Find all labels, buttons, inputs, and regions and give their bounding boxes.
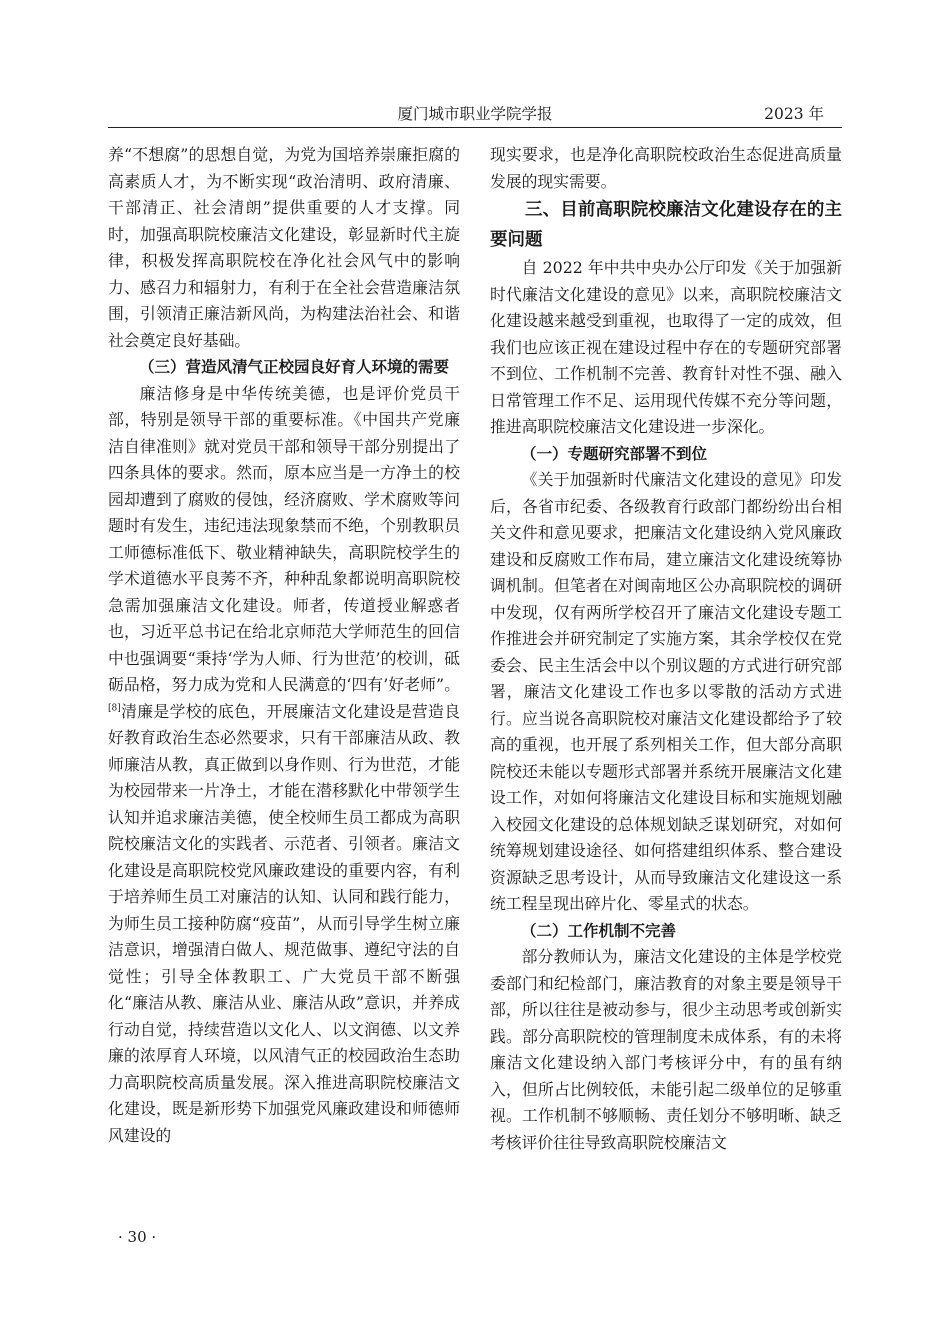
paragraph-text: 廉洁修身是中华传统美德，也是评价党员干部，特别是领导干部的重要标准。《中国共产党廉洁自律准则》就对党员干部和领导干部分别提出了四条具体的要求。然而，原本应当是一方净土的校园却遭到了腐败的侵蚀，经济腐败、学术腐败等问题时有发生，违纪违法现象禁而不绝，个别教职员工师德标准低下、敬业精神缺失，高职院校学生的学术道德水平良莠不齐，种种乱象都说明高职院校急需加强廉洁文化建设。师者，传道授业解惑者也，习近平总书记在给北京师范大学师范生的回信中也强调要“秉持‘学为人师、行为世范’的校训，砥砺品格，努力成为党和人民满意的‘四有’好老师”。 (108, 383, 460, 694)
left-column (108, 142, 460, 1149)
section-heading: 三、目前高职院校廉洁文化建设存在的主要问题 (490, 200, 842, 250)
paragraph: 《关于加强新时代廉洁文化建设的意见》印发后，各省市纪委、各级教育行政部门都纷纷出台相关文件和意见要求，把廉洁文化建设纳入党风廉政建设和反腐败工作布局，建立廉洁文化建设统筹协调机制。但笔者在对闽南地区公办高职院校的调研中发现，仅有两所学校召开了廉洁文化建设专题工作推进会并研究制定了实施方案，其余学校仅在党委会、民主生活会中以个别议题的方式进行研究部署，廉洁文化建设工作也多以零散的活动方式进行。应当说各高职院校对廉洁文化建设都给予了较高的重视，也开展了系列相关工作，但大部分高职院校还未能以专题形式部署并系统开展廉洁文化建设工作，对如何将廉洁文化建设目标和实施规划融入校园文化建设的总体规划缺乏谋划研究，对如何统筹规划建设途径、如何搭建组织体系、整合建设资源缺乏思考设计，从而导致廉洁文化建设这一系统工程呈现出碎片化、零星式的状态。 (490, 470, 842, 913)
header-rule (108, 127, 842, 128)
subsection-heading-2: （二）工作机制不完善 (521, 921, 677, 940)
right-column (490, 142, 842, 1156)
paragraph: 自 2022 年中共中央办公厅印发《关于加强新时代廉洁文化建设的意见》以来，高职院校廉洁文化建设越来越受到重视，也取得了一定的成效，但我们也应该正视在建设过程中存在的专题研究部署不到位、工作机制不完善、教育针对性不强、融入日常管理工作不足、运用现代传媒不充分等问题，推进高职院校廉洁文化建设进一步深化。 (490, 258, 842, 436)
paragraph: 养“不想腐”的思想自觉，为党为国培养崇廉拒腐的高素质人才，为不断实现“政治清明、政府清廉、干部清正、社会清朗”提供重要的人才支撑。同时，加强高职院校廉洁文化建设，彰显新时代主旋律，积极发挥高职院校在净化社会风气中的影响力、感召力和辐射力，有利于在全社会营造廉洁氛围，引领清正廉洁新风尚，为构建法治社会、和谐社会奠定良好基础。 (108, 145, 460, 350)
page-number: · 30 · (118, 1228, 157, 1246)
issue-year: 2023 年 (764, 105, 824, 123)
running-header (108, 102, 842, 126)
paragraph (108, 381, 460, 1150)
paragraph: 现实要求，也是净化高职院校政治生态促进高质量发展的现实需要。 (490, 145, 842, 191)
journal-title: 厦门城市职业学院学报 (397, 105, 553, 123)
paragraph-text: 清廉是学校的底色，开展廉洁文化建设是营造良好教育政治生态必然要求，只有干部廉洁从政、教师廉洁从教，真正做到以身作则、行为世范，才能为校园带来一片净土，才能在潜移默化中带领学生认知并追求廉洁美德，使全校师生员工都成为高职院校廉洁文化的实践者、示范者、引领者。廉洁文化建设是高职院校党风廉政建设的重要内容，有利于培养师生员工对廉洁的认知、认同和践行能力，为师生员工接种防腐“疫苗”，从而引导学生树立廉洁意识，增强清白做人、规范做事、遵纪守法的自觉性；引导全体教职工、广大党员干部不断强化“廉洁从教、廉洁从业、廉洁从政”意识，并养成行动自觉，持续营造以文化人、以文润德、以文养廉的浓厚育人环境，以风清气正的校园政治生态助力高职院校高质量发展。深入推进高职院校廉洁文化建设，既是新形势下加强党风廉政建设和师德师风建设的 (108, 701, 460, 1145)
paragraph: 部分教师认为，廉洁文化建设的主体是学校党委部门和纪检部门，廉洁教育的对象主要是领导干部，所以往往是被动参与，很少主动思考或创新实践。部分高职院校的管理制度未成体系，有的未将廉洁文化建设纳入部门考核评分中，有的虽有纳入，但所占比例较低，未能引起二级单位的足够重视。工作机制不够顺畅、责任划分不够明晰、缺乏考核评价往往导致高职院校廉洁文 (490, 947, 842, 1152)
section-heading-3: （三）营造风清气正校园良好育人环境的需要 (139, 358, 450, 376)
subsection-heading-1: （一）专题研究部署不到位 (521, 444, 708, 463)
citation-ref[interactable]: [8] (108, 703, 121, 714)
